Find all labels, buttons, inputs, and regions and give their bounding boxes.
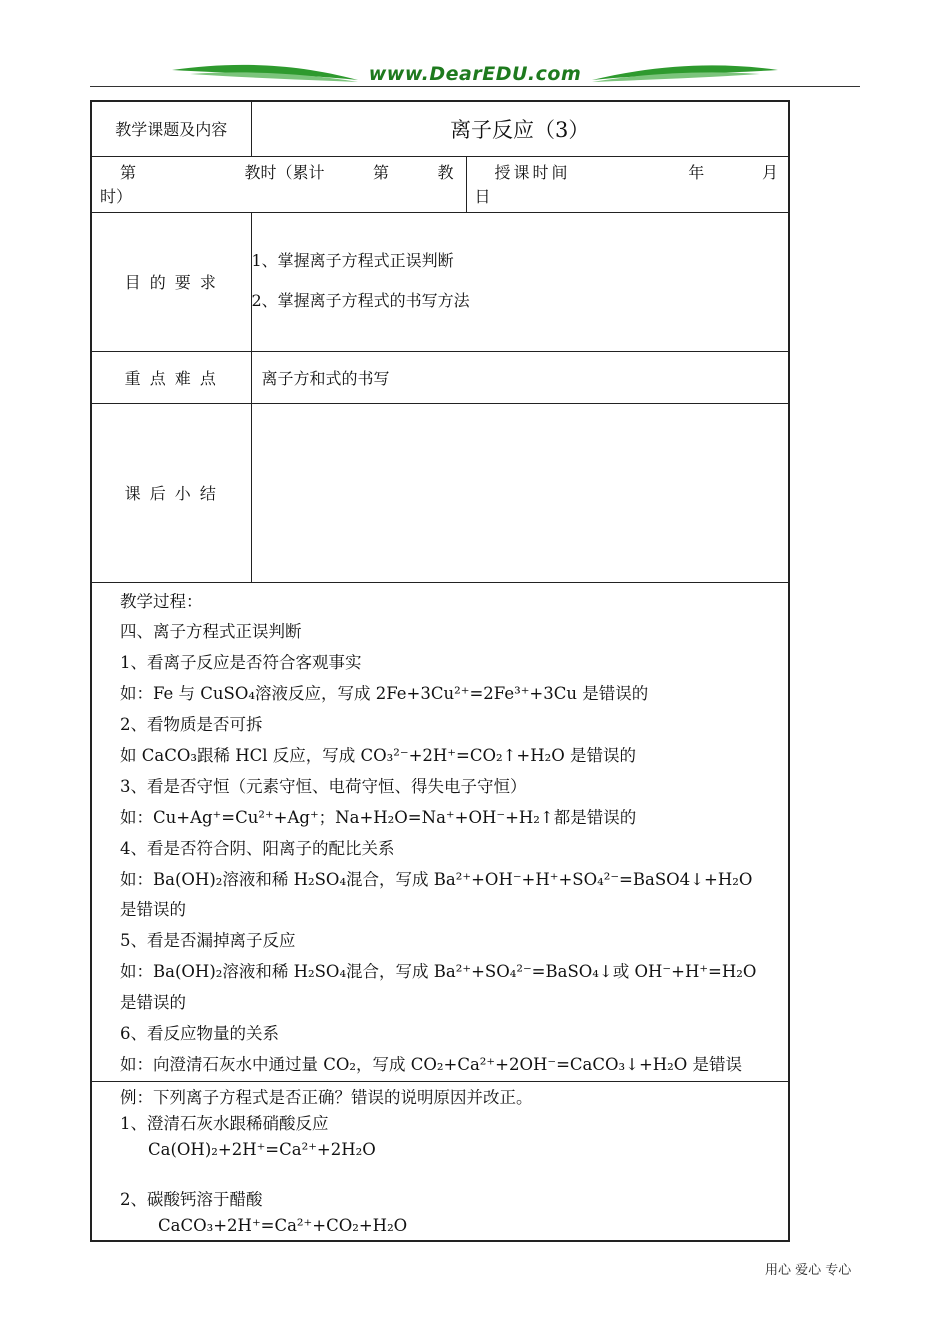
year-label: 年 bbox=[688, 162, 705, 182]
process-line: 4、看是否符合阴、阳离子的配比关系 bbox=[120, 838, 395, 858]
period-text-5: 时） bbox=[100, 186, 133, 206]
process-line: 3、看是否守恒（元素守恒、电荷守恒、得失电子守恒） bbox=[120, 776, 527, 796]
title-label: 教学课题及内容 bbox=[91, 101, 251, 156]
goals-label: 目 的 要 求 bbox=[91, 212, 251, 351]
process-line: 如：Ba(OH)₂溶液和稀 H₂SO₄混合，写成 Ba²⁺+OH⁻+H⁺+SO₄²⁻=BaSO4↓+H₂O bbox=[120, 869, 753, 889]
example-equation-2: CaCO₃+2H⁺=Ca²⁺+CO₂+H₂O bbox=[158, 1215, 408, 1235]
process-line: 如：Fe 与 CuSO₄溶液反应，写成 2Fe+3Cu²⁺=2Fe³⁺+3Cu 是错误的 bbox=[120, 684, 649, 704]
summary-label: 课 后 小 结 bbox=[91, 403, 251, 582]
period-cell bbox=[91, 156, 466, 212]
focus-text: 离子方和式的书写 bbox=[251, 351, 789, 403]
process-line: 如：向澄清石灰水中通过量 CO₂，写成 CO₂+Ca²⁺+2OH⁻=CaCO₃↓+H₂O 是错误 bbox=[120, 1054, 743, 1074]
day-label: 日 bbox=[474, 186, 491, 206]
example-intro: 例：下列离子方程式是否正确？错误的说明原因并改正。 bbox=[120, 1087, 533, 1107]
process-cell bbox=[91, 582, 789, 1081]
example-question-1: 1、澄清石灰水跟稀硝酸反应 bbox=[120, 1113, 329, 1133]
schedule-cell bbox=[466, 156, 789, 212]
process-line: 如：Ba(OH)₂溶液和稀 H₂SO₄混合，写成 Ba²⁺+SO₄²⁻=BaSO₄↓或 OH⁻+H⁺=H₂O bbox=[120, 962, 757, 982]
period-text-3: 第 bbox=[372, 162, 389, 182]
process-line: 教学过程： bbox=[120, 591, 203, 611]
process-line: 5、看是否漏掉离子反应 bbox=[120, 931, 296, 951]
schedule-label: 授课时间 bbox=[494, 162, 571, 182]
period-text-4: 教 bbox=[437, 162, 454, 182]
period-text-1: 第 bbox=[120, 162, 137, 182]
lesson-table bbox=[90, 100, 790, 1242]
focus-label: 重 点 难 点 bbox=[91, 351, 251, 403]
summary-cell bbox=[251, 403, 789, 582]
lesson-title: 离子反应（3） bbox=[251, 101, 789, 156]
process-line: 2、看物质是否可拆 bbox=[120, 715, 263, 735]
process-line: 是错误的 bbox=[120, 993, 186, 1013]
process-line: 1、看离子反应是否符合客观事实 bbox=[120, 653, 362, 673]
process-line: 如：Cu+Ag⁺=Cu²⁺+Ag⁺；Na+H₂O=Na⁺+OH⁻+H₂↑都是错误的 bbox=[120, 807, 637, 827]
process-line: 是错误的 bbox=[120, 900, 186, 920]
spacer bbox=[120, 1163, 788, 1187]
header-rule bbox=[90, 86, 860, 87]
footer-slogan: 用心 爱心 专心 bbox=[765, 1263, 852, 1278]
goal-item-1: 1、掌握离子方程式正误判断 bbox=[251, 250, 454, 270]
goals-cell bbox=[251, 212, 789, 351]
process-line: 6、看反应物量的关系 bbox=[120, 1023, 279, 1043]
goal-item-2: 2、掌握离子方程式的书写方法 bbox=[251, 290, 470, 310]
logo-text: www.DearEDU.com bbox=[368, 63, 582, 85]
example-question-2: 2、碳酸钙溶于醋酸 bbox=[120, 1189, 263, 1209]
process-line: 四、离子方程式正误判断 bbox=[120, 622, 302, 642]
example-equation-1: Ca(OH)₂+2H⁺=Ca²⁺+2H₂O bbox=[148, 1139, 376, 1159]
example-cell bbox=[91, 1081, 789, 1241]
process-line: 如 CaCO₃跟稀 HCl 反应，写成 CO₃²⁻+2H⁺=CO₂↑+H₂O 是错误的 bbox=[120, 745, 637, 765]
month-label: 月 bbox=[761, 162, 778, 182]
period-text-2: 教时（累计 bbox=[244, 162, 325, 182]
